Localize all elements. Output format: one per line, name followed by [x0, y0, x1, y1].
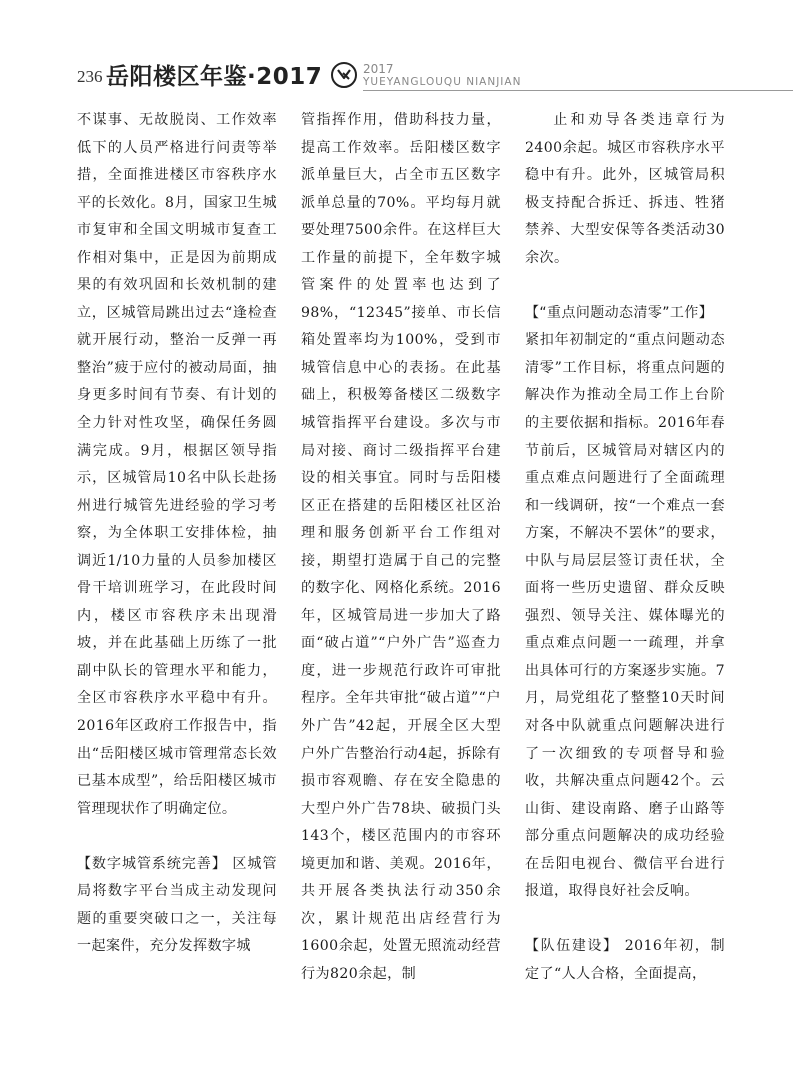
section-heading: 【数字城管系统完善】 — [77, 855, 227, 872]
section-heading-line — [525, 300, 725, 328]
column-2 — [301, 107, 501, 1027]
header-pinyin: YUEYANGLOUQU NIANJIAN — [363, 76, 522, 88]
circle-arrow-logo-icon — [330, 61, 358, 89]
paragraph-text: 2016年初，制定了“人人合格，全面提高， — [525, 938, 725, 982]
page-number: 236 — [77, 67, 103, 86]
paragraph: 管指挥作用，借助科技力量，提高工作效率。岳阳楼区数字派单量巨大，占全市五区数字派单总量的70%。平均每月就要处理7500余件。在这样巨大工作量的前提下，全年数字城管案件的处置率也达到了98%，“12345”接单、市长信箱处置率均为100%，受到市城管信息中心的表扬。在此基础上，积极筹备楼区二级数字城管指挥平台建设。多次与市局对接、商讨二级指挥平台建设的相关事宜。同时与岳阳楼区正在搭建的岳阳楼区社区治理和服务创新平台工作组对接，期望打造属于自己的完整的数字化、网格化系统。2016年，区城管局进一步加大了路面“破占道”“户外广告”巡查力度，进一步规范行政许可审批程序。全年共审批“破占道”“户外广告”42起，开展全区大型户外广告整治行动4起，拆除有损市容观瞻、存在安全隐患的大型户外广告78块、破损门头143个，楼区范围内的市容环境更加和谐、美观。2016年，共开展各类执法行动350余次，累计规范出店经营行为1600余起，处置无照流动经营行为820余起，制 — [301, 112, 501, 982]
paragraph-gap — [525, 272, 725, 300]
text-columns — [77, 107, 725, 1027]
paragraph-gap — [77, 823, 277, 851]
paragraph: 紧扣年初制定的“重点问题动态清零”工作目标，将重点问题的解决作为推动全局工作上台阶的主要依据和指标。2016年春节前后，区城管局对辖区内的重点难点问题进行了全面疏理和一线调研，按“一个难点一套方案，不解决不罢休”的要求，中队与局层层签订责任状，全面将一些历史遗留、群众反映强烈、领导关注、媒体曝光的重点难点问题一一疏理，并拿出具体可行的方案逐步实施。7月，局党组花了整整10天时间对各中队就重点问题解决进行了一次细致的专项督导和验收，共解决重点问题42个。云山街、建设南路、磨子山路等部分重点问题解决的成功经验在岳阳电视台、微信平台进行报道，取得良好社会反响。 — [525, 332, 725, 900]
paragraph — [525, 933, 725, 988]
paragraph-gap — [525, 906, 725, 934]
header-rule — [363, 90, 793, 91]
paragraph — [77, 851, 277, 961]
column-3 — [525, 107, 725, 1027]
paragraph-text: 区城管局将数字平台当成主动发现问题的重要突破口之一，关注每一起案件，充分发挥数字城 — [77, 855, 277, 955]
section-heading: 【队伍建设】 — [525, 938, 619, 955]
column-1 — [77, 107, 277, 1027]
paragraph: 不谋事、无故脱岗、工作效率低下的人员严格进行问责等举措，全面推进楼区市容秩序水平的长效化。8月，国家卫生城市复审和全国文明城市复查工作相对集中，正是因为前期成果的有效巩固和长效机制的建立，区城管局跳出过去“逢检查就开展行动，整治一反弹一再整治”疲于应付的被动局面，抽身更多时间有节奏、有计划的全力针对性攻坚，确保任务圆满完成。9月，根据区领导指示，区城管局10名中队长赴扬州进行城管先进经验的学习考察，为全体职工安排体检，抽调近1/10力量的人员参加楼区骨干培训班学习，在此段时间内，楼区市容秩序未出现滑坡，并在此基础上历练了一批副中队长的管理水平和能力，全区市容秩序水平稳中有升。2016年区政府工作报告中，指出“岳阳楼区城市管理常态长效已基本成型”，给岳阳楼区城市管理现状作了明确定位。 — [77, 112, 277, 817]
paragraph: 止和劝导各类违章行为2400余起。城区市容秩序水平稳中有升。此外，区城管局积极支持配合拆迁、拆违、牲猪禁养、大型安保等各类活动30余次。 — [525, 112, 725, 266]
book-title: 岳阳楼区年鉴·2017 — [106, 64, 323, 90]
page-header — [0, 0, 793, 110]
section-heading: 【“重点问题动态清零”工作】 — [525, 304, 714, 321]
header-year: 2017 — [363, 62, 394, 76]
